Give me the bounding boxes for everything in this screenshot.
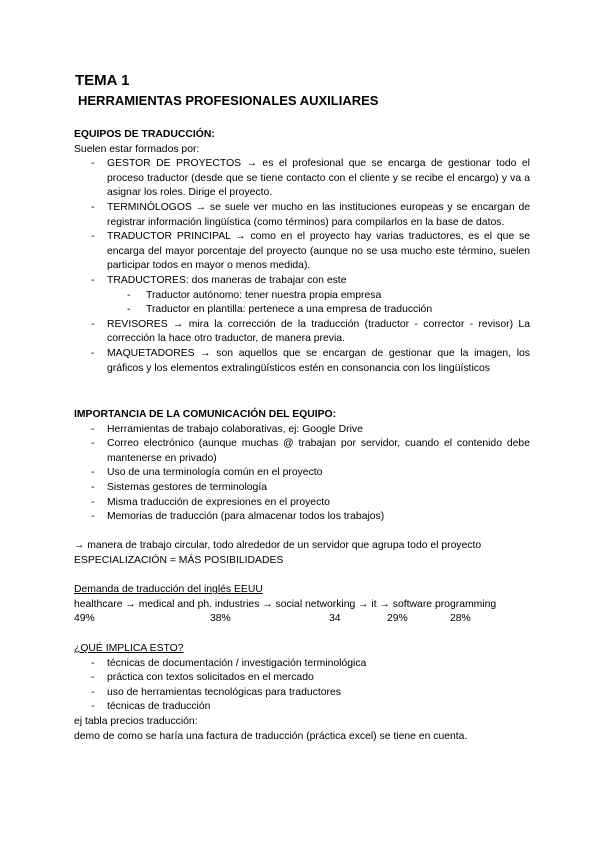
circular-line: → manera de trabajo circular, todo alrededor de un servidor que agrupa todo el proyecto (74, 540, 482, 551)
percentage-social: 34 (329, 613, 341, 625)
list-item: - Memorias de traducción (para almacenar todos los trabajos) (74, 510, 530, 525)
importancia-list (74, 423, 530, 525)
equipos-intro: Suelen estar formados por: (74, 143, 200, 155)
percentage-healthcare: 49% (74, 613, 95, 625)
section-circular (74, 539, 544, 568)
percentage-medical: 38% (210, 613, 231, 625)
demanda-sectors: healthcare → medical and ph. industries → social networking → it → software programming (74, 598, 497, 610)
section-heading-equipos: EQUIPOS DE TRADUCCIÓN: (74, 129, 215, 140)
list-item: - Uso de una terminología común en el proyecto (74, 466, 530, 481)
section-implica (74, 642, 544, 744)
section-heading-importancia: IMPORTANCIA DE LA COMUNICACIÓN DEL EQUIPO: (74, 409, 337, 420)
traductores-sublist (107, 289, 530, 318)
percentage-it: 29% (387, 613, 408, 625)
document-subtitle: HERRAMIENTAS PROFESIONALES AUXILIARES (78, 93, 379, 108)
section-demanda (74, 583, 544, 627)
sub-list-item: - Traductor autónomo: tener nuestra propia empresa (74, 289, 530, 304)
percentage-software: 28% (450, 613, 471, 625)
sub-list-item: - Traductor en plantilla: pertenece a una empresa de traducción (74, 303, 530, 318)
list-item: - Misma traducción de expresiones en el proyecto (74, 496, 530, 511)
list-item: - TRADUCTOR PRINCIPAL → como en el proyecto hay varias traductores, es el que se encarga del mayor porcentaje del proyecto (aunque no se usa mucho este término, suelen participar todos en mayor o menos medida). (74, 230, 530, 274)
implica-list (74, 657, 544, 715)
list-item: - Herramientas de trabajo colaborativas, ej: Google Drive (74, 423, 530, 438)
list-item: - REVISORES → mira la corrección de la traducción (traductor - corrector - revisor) La corrección la hace otro traductor, de manera previa. (74, 318, 530, 347)
section-equipos (74, 128, 530, 376)
list-item-traductores (74, 274, 530, 318)
demanda-percentages (74, 612, 544, 627)
list-item: - práctica con textos solicitados en el mercado (74, 671, 544, 686)
document-title: TEMA 1 (75, 72, 130, 89)
especializacion-line: ESPECIALIZACIÓN = MÁS POSIBILIDADES (74, 554, 284, 566)
list-item: - Sistemas gestores de terminología (74, 481, 530, 496)
equipos-list (74, 157, 530, 376)
implica-heading: ¿QUÉ IMPLICA ESTO? (74, 643, 184, 654)
factura-line: demo de como se haría una factura de traducción (práctica excel) se tiene en cuenta. (74, 730, 468, 742)
list-item: - uso de herramientas tecnológicas para traductores (74, 686, 544, 701)
tabla-precios-line: ej tabla precios traducción: (74, 715, 198, 727)
list-item: - técnicas de traducción (74, 700, 544, 715)
list-item: - MAQUETADORES → son aquellos que se encargan de gestionar que la imagen, los gráficos y los elementos extralingüísticos estén en consonancia con los lingüísticos (74, 347, 530, 376)
list-item: - técnicas de documentación / investigación terminológica (74, 657, 544, 672)
list-item: - GESTOR DE PROYECTOS → es el profesional que se encarga de gestionar todo el proceso traductor (desde que se tiene contacto con el cliente y se recibe el encargo) y va a asignar los roles. Dirige el proyecto. (74, 157, 530, 201)
demanda-heading: Demanda de traducción del inglés EEUU (74, 584, 263, 595)
list-item-text: TRADUCTORES: dos maneras de trabajar con este (107, 274, 347, 286)
list-item: - Correo electrónico (aunque muchas @ trabajan por servidor, cuando el contenido debe mantenerse en privado) (74, 437, 530, 466)
list-item: - TERMINÓLOGOS → se suele ver mucho en las instituciones europeas y se encargan de registrar información lingüística (como términos) para compilarlos en la base de datos. (74, 201, 530, 230)
section-importancia (74, 408, 530, 525)
